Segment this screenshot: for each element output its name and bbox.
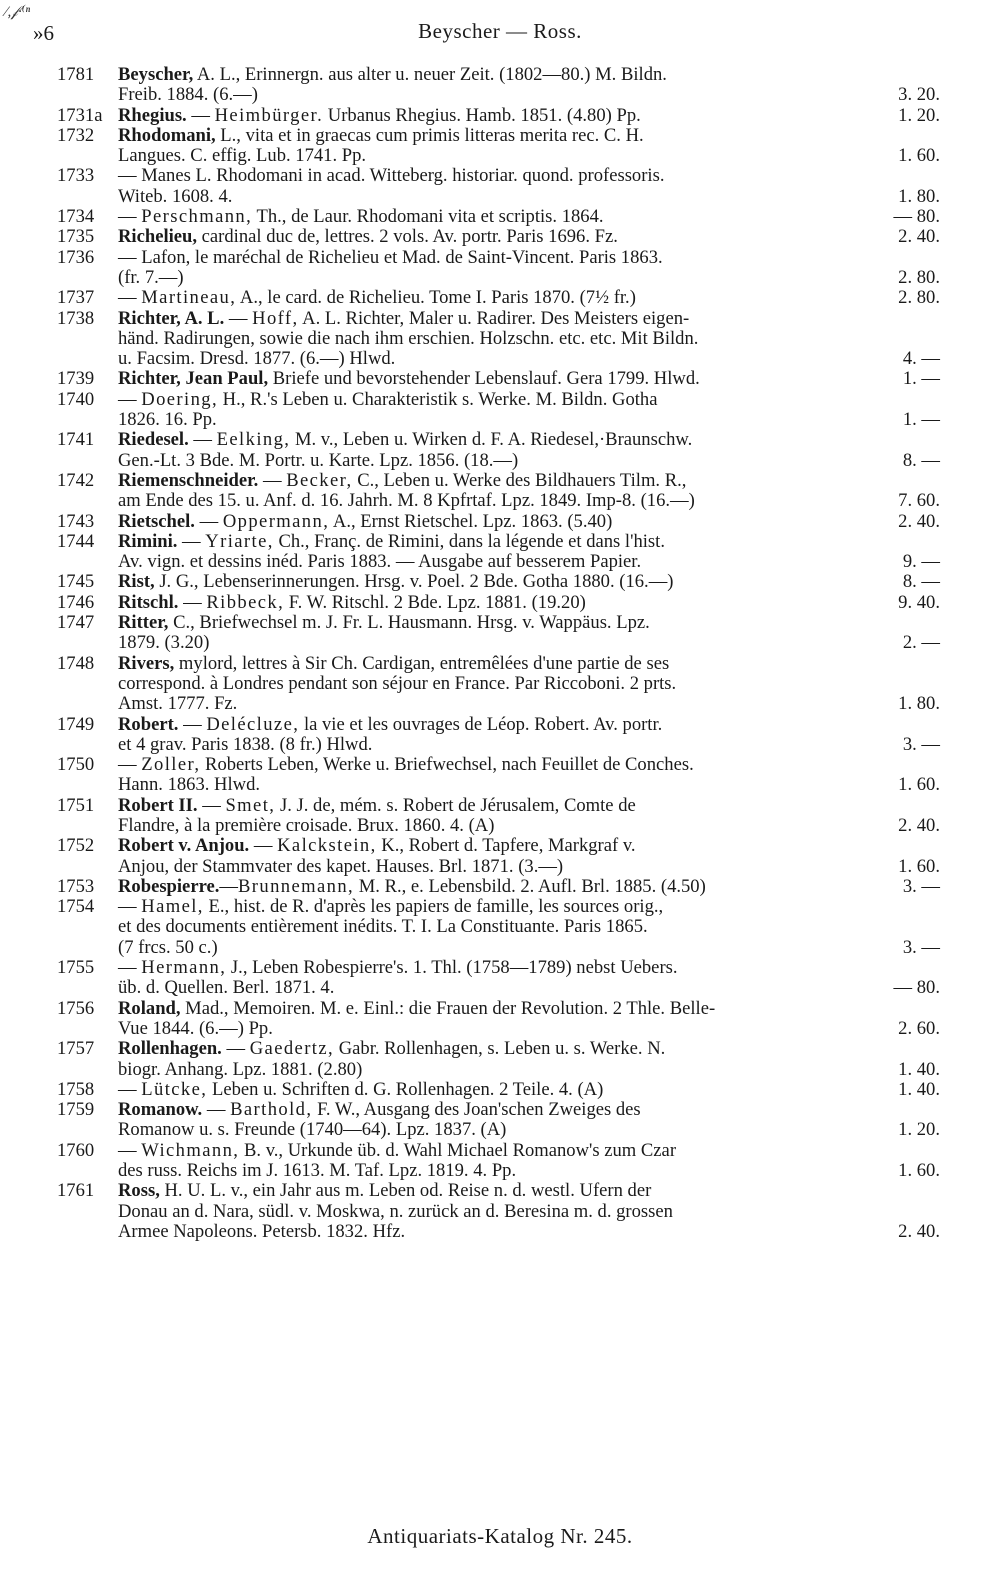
entry-heading: Rivers, xyxy=(118,652,175,674)
entry-heading: Richter, A. L. xyxy=(118,307,225,329)
entry-line: händ. Radirungen, sowie die nach ihm erschien. Holzschn. etc. etc. Mit Bildn. xyxy=(118,327,699,349)
entry-price: 3. 20. xyxy=(898,84,940,106)
entry-line: 1879. (3.20) xyxy=(118,632,210,654)
entry-author: Brunnemann, xyxy=(237,875,355,897)
entry-author: Becker, xyxy=(286,469,353,491)
entry-line: Vue 1844. (6.—) Pp. xyxy=(118,1017,273,1039)
entry-author: Heimbürger. xyxy=(214,104,324,126)
entry-heading: Ritter, xyxy=(118,612,169,634)
catalog-entry xyxy=(57,877,942,897)
catalog-entry xyxy=(57,1100,942,1141)
entry-price: — 80. xyxy=(893,977,940,999)
entry-price: 1. — xyxy=(902,409,940,431)
entry-line: Armee Napoleons. Petersb. 1832. Hfz. xyxy=(118,1220,406,1242)
entry-number: 1759 xyxy=(57,1099,95,1121)
catalog-entry xyxy=(57,430,942,471)
entry-number: 1738 xyxy=(57,307,95,329)
entry-line: 1753 Robespierre.—Brunnemann, M. R., e. Lebensbild. 2. Aufl. Brl. 1885. (4.50) xyxy=(57,875,706,897)
entry-line: 1736 — Lafon, le maréchal de Richelieu et Mad. de Saint-Vincent. Paris 1863. xyxy=(57,246,663,268)
entry-price: 1. 80. xyxy=(898,185,940,207)
entry-line: Romanow u. s. Freunde (1740—64). Lpz. 1837. (A) xyxy=(118,1119,507,1141)
entry-line: 1747 Ritter, C., Briefwechsel m. J. Fr. L. Hausmann. Hrsg. v. Wappäus. Lpz. xyxy=(57,612,650,634)
catalog-entry xyxy=(57,572,942,592)
catalog-entry xyxy=(57,715,942,756)
entry-line: am Ende des 15. u. Anf. d. 16. Jahrh. M. 8 Kpfrtaf. Lpz. 1849. Imp-8. (16.—) xyxy=(118,490,695,512)
entry-heading: Richter, Jean Paul, xyxy=(118,368,269,390)
catalog-entry xyxy=(57,227,942,247)
entry-line: 1749 Robert. — Delécluze, la vie et les ouvrages de Léop. Robert. Av. portr. xyxy=(57,713,663,735)
entry-line: et 4 grav. Paris 1838. (8 fr.) Hlwd. xyxy=(118,733,373,755)
entry-author: Martineau, xyxy=(141,287,237,309)
entry-line: 1741 Riedesel. — Eelking, M. v., Leben u. Wirken d. F. A. Riedesel,·Braunschw. xyxy=(57,429,693,451)
entry-heading: Romanow. xyxy=(118,1099,203,1121)
catalog-entry xyxy=(57,166,942,207)
entry-number: 1739 xyxy=(57,368,95,390)
catalog-entry xyxy=(57,106,942,126)
catalog-entry xyxy=(57,471,942,512)
entry-price: 2. 40. xyxy=(898,814,940,836)
entry-author: Zoller, xyxy=(141,754,201,776)
catalog-entry xyxy=(57,369,942,389)
entry-number: 1752 xyxy=(57,835,95,857)
entry-line: Anjou, der Stammvater des kapet. Hauses. Brl. 1871. (3.—) xyxy=(118,855,564,877)
entry-heading: Robespierre. xyxy=(118,875,220,897)
entry-author: Delécluze, xyxy=(206,713,300,735)
entry-author: Kalckstein, xyxy=(277,835,377,857)
entry-heading: Rollenhagen. xyxy=(118,1038,222,1060)
entry-line: 1738 Richter, A. L. — Hoff, A. L. Richter, Maler u. Radirer. Des Meisters eigen- xyxy=(57,307,690,329)
entry-number: 1736 xyxy=(57,246,95,268)
catalog-entry xyxy=(57,755,942,796)
entry-line: 1758 — Lütcke, Leben u. Schriften d. G. Rollenhagen. 2 Teile. 4. (A) xyxy=(57,1078,604,1100)
entry-price: 1. 60. xyxy=(898,774,940,796)
entry-line: Gen.-Lt. 3 Bde. M. Portr. u. Karte. Lpz. 1856. (18.—) xyxy=(118,449,519,471)
entry-price: 1. 40. xyxy=(898,1058,940,1080)
entry-line: 1732 Rhodomani, L., vita et in graecas cum primis litteras merita rec. C. H. xyxy=(57,124,644,146)
entry-heading: Roland, xyxy=(118,997,181,1019)
entry-price: 7. 60. xyxy=(898,490,940,512)
entry-author: Oppermann, xyxy=(222,510,330,532)
catalog-entry xyxy=(57,593,942,613)
page-footer: Antiquariats-Katalog Nr. 245. xyxy=(367,1524,633,1548)
entry-line: 1742 Riemenschneider. — Becker, C., Leben u. Werke des Bildhauers Tilm. R., xyxy=(57,469,687,491)
entry-price: 2. 40. xyxy=(898,510,940,532)
entry-heading: Richelieu, xyxy=(118,226,198,248)
entry-price: 2. 80. xyxy=(898,266,940,288)
entry-number: 1757 xyxy=(57,1038,95,1060)
entry-number: 1753 xyxy=(57,875,95,897)
entry-number: 1735 xyxy=(57,226,95,248)
entry-line: 1744 Rimini. — Yriarte, Ch., Franç. de Rimini, dans la légende et dans l'hist. xyxy=(57,530,665,552)
entry-line: des russ. Reichs im J. 1613. M. Taf. Lpz. 1819. 4. Pp. xyxy=(118,1160,517,1182)
entry-number: 1742 xyxy=(57,469,95,491)
entry-line: 1748 Rivers, mylord, lettres à Sir Ch. Cardigan, entremêlées d'une partie de ses xyxy=(57,652,670,674)
entry-line: 1757 Rollenhagen. — Gaedertz, Gabr. Rollenhagen, s. Leben u. s. Werke. N. xyxy=(57,1038,666,1060)
catalog-entry xyxy=(57,1141,942,1182)
entry-line: Donau an d. Nara, südl. v. Moskwa, n. zurück an d. Beresina m. d. grossen xyxy=(118,1200,673,1222)
entry-line: 1745 Rist, J. G., Lebenserinnerungen. Hrsg. v. Poel. 2 Bde. Gotha 1880. (16.—) xyxy=(57,571,674,593)
entry-author: Hermann, xyxy=(141,957,227,979)
entry-number: 1731a xyxy=(57,104,103,126)
entry-line: 1756 Roland, Mad., Memoiren. M. e. Einl.: die Frauen der Revolution. 2 Thle. Belle- xyxy=(57,997,716,1019)
entry-price: 2. — xyxy=(902,632,940,654)
entry-heading: Robert II. xyxy=(118,794,198,816)
entry-price: 3. — xyxy=(902,875,940,897)
entry-author: Ribbeck, xyxy=(206,591,285,613)
entry-author: Wichmann, xyxy=(141,1139,240,1161)
entry-line: Hann. 1863. Hlwd. xyxy=(118,774,261,796)
entry-author: Gaedertz, xyxy=(249,1038,335,1060)
entry-line: et des documents entièrement inédits. T. I. La Constituante. Paris 1865. xyxy=(118,916,648,938)
entry-number: 1749 xyxy=(57,713,95,735)
entry-number: 1733 xyxy=(57,165,95,187)
entry-heading: Rist, xyxy=(118,571,155,593)
entry-price: 9. — xyxy=(902,551,940,573)
catalog-entry xyxy=(57,1080,942,1100)
entry-price: 1. 40. xyxy=(898,1078,940,1100)
entry-number: 1745 xyxy=(57,571,95,593)
entry-author: Barthold, xyxy=(230,1099,313,1121)
catalog-entry xyxy=(57,390,942,431)
catalog-entry xyxy=(57,1181,942,1242)
entry-price: 1. 20. xyxy=(898,1119,940,1141)
entry-author: Doering, xyxy=(141,388,219,410)
catalog-entries xyxy=(57,65,942,1242)
entry-price: — 80. xyxy=(893,206,940,228)
entry-author: Smet, xyxy=(225,794,276,816)
entry-line: 1734 — Perschmann, Th., de Laur. Rhodomani vita et scriptis. 1864. xyxy=(57,206,604,228)
entry-line: Langues. C. effig. Lub. 1741. Pp. xyxy=(118,145,367,167)
entry-line: 1735 Richelieu, cardinal duc de, lettres. 2 vols. Av. portr. Paris 1696. Fz. xyxy=(57,226,618,248)
catalog-entry xyxy=(57,654,942,715)
entry-heading: Rhegius. xyxy=(118,104,187,126)
entry-price: 2. 60. xyxy=(898,1017,940,1039)
entry-line: 1743 Rietschel. — Oppermann, A., Ernst Rietschel. Lpz. 1863. (5.40) xyxy=(57,510,613,532)
entry-number: 1737 xyxy=(57,287,95,309)
entry-line: u. Facsim. Dresd. 1877. (6.—) Hlwd. xyxy=(118,348,396,370)
page-number: »6 xyxy=(33,21,54,45)
entry-author: Yriarte, xyxy=(205,530,274,552)
catalog-entry xyxy=(57,512,942,532)
entry-line: Witeb. 1608. 4. xyxy=(118,185,233,207)
entry-heading: Beyscher, xyxy=(118,64,194,85)
catalog-entry xyxy=(57,309,942,370)
entry-price: 1. 60. xyxy=(898,1160,940,1182)
entry-line: biogr. Anhang. Lpz. 1881. (2.80) xyxy=(118,1058,363,1080)
catalog-entry xyxy=(57,126,942,167)
catalog-entry xyxy=(57,613,942,654)
catalog-entry xyxy=(57,958,942,999)
entry-price: 8. — xyxy=(902,571,940,593)
entry-heading: Riedesel. xyxy=(118,429,189,451)
catalog-entry xyxy=(57,288,942,308)
entry-price: 1. 80. xyxy=(898,693,940,715)
entry-line: 1752 Robert v. Anjou. — Kalckstein, K., Robert d. Tapfere, Markgraf v. xyxy=(57,835,636,857)
entry-line: 1761 Ross, H. U. L. v., ein Jahr aus m. Leben od. Reise n. d. westl. Ufern der xyxy=(57,1180,652,1202)
entry-heading: Riemenschneider. xyxy=(118,469,259,491)
entry-price: 1. — xyxy=(902,368,940,390)
entry-number: 1734 xyxy=(57,206,95,228)
entry-number: 1760 xyxy=(57,1139,95,1161)
entry-price: 1. 20. xyxy=(898,104,940,126)
entry-line: 1740 — Doering, H., R.'s Leben u. Charakteristik s. Werke. M. Bildn. Gotha xyxy=(57,388,658,410)
pencil-annotation: ⁄,𝒻·⁽ⁿ xyxy=(5,4,31,20)
entry-number: 1761 xyxy=(57,1180,95,1202)
entry-heading: Robert v. Anjou. xyxy=(118,835,250,857)
entry-number: 1758 xyxy=(57,1078,95,1100)
entry-line: 1781 Beyscher, A. L., Erinnergn. aus alter u. neuer Zeit. (1802—80.) M. Bildn. xyxy=(57,64,667,85)
entry-price: 3. — xyxy=(902,733,940,755)
entry-price: 3. — xyxy=(902,936,940,958)
entry-number: 1744 xyxy=(57,530,95,552)
entry-number: 1754 xyxy=(57,896,95,918)
entry-line: 1759 Romanow. — Barthold, F. W., Ausgang des Joan'schen Zweiges des xyxy=(57,1099,641,1121)
entry-price: 2. 40. xyxy=(898,1220,940,1242)
entry-author: Hamel, xyxy=(141,896,204,918)
entry-number: 1747 xyxy=(57,612,95,634)
entry-heading: Rimini. xyxy=(118,530,178,552)
entry-heading: Rhodomani, xyxy=(118,124,216,146)
entry-line: Flandre, à la première croisade. Brux. 1860. 4. (A) xyxy=(118,814,495,836)
entry-line: 1731a Rhegius. — Heimbürger. Urbanus Rhegius. Hamb. 1851. (4.80) Pp. xyxy=(57,104,641,126)
entry-line: Amst. 1777. Fz. xyxy=(118,693,238,715)
entry-number: 1740 xyxy=(57,388,95,410)
entry-number: 1741 xyxy=(57,429,95,451)
entry-line: 1760 — Wichmann, B. v., Urkunde üb. d. Wahl Michael Romanow's zum Czar xyxy=(57,1139,677,1161)
entry-line: (7 frcs. 50 c.) xyxy=(118,936,218,958)
entry-heading: Robert. xyxy=(118,713,179,735)
entry-line: correspond. à Londres pendant son séjour en France. Par Riccoboni. 2 prts. xyxy=(118,672,677,694)
entry-number: 1748 xyxy=(57,652,95,674)
entry-price: 4. — xyxy=(902,348,940,370)
entry-number: 1732 xyxy=(57,124,95,146)
entry-number: 1751 xyxy=(57,794,95,816)
entry-number: 1746 xyxy=(57,591,95,613)
catalog-entry xyxy=(57,532,942,573)
entry-line: 1746 Ritschl. — Ribbeck, F. W. Ritschl. 2 Bde. Lpz. 1881. (19.20) xyxy=(57,591,586,613)
entry-line: 1754 — Hamel, E., hist. de R. d'après les papiers de famille, les sources orig., xyxy=(57,896,664,918)
catalog-entry xyxy=(57,897,942,958)
entry-number: 1781 xyxy=(57,64,95,85)
entry-author: Eelking, xyxy=(216,429,291,451)
catalog-entry xyxy=(57,1039,942,1080)
catalog-entry xyxy=(57,207,942,227)
entry-line: 1739 Richter, Jean Paul, Briefe und bevorstehender Lebenslauf. Gera 1799. Hlwd. xyxy=(57,368,700,390)
entry-price: 9. 40. xyxy=(898,591,940,613)
entry-heading: Ritschl. xyxy=(118,591,179,613)
entry-number: 1755 xyxy=(57,957,95,979)
entry-author: Hoff, xyxy=(252,307,299,329)
entry-number: 1743 xyxy=(57,510,95,532)
entry-line: 1755 — Hermann, J., Leben Robespierre's. 1. Thl. (1758—1789) nebst Uebers. xyxy=(57,957,678,979)
entry-price: 2. 80. xyxy=(898,287,940,309)
entry-line: 1826. 16. Pp. xyxy=(118,409,217,431)
entry-line: 1737 — Martineau, A., le card. de Richelieu. Tome I. Paris 1870. (7½ fr.) xyxy=(57,287,636,309)
entry-price: 1. 60. xyxy=(898,145,940,167)
catalog-entry xyxy=(57,796,942,837)
entry-line: 1751 Robert II. — Smet, J. J. de, mém. s. Robert de Jérusalem, Comte de xyxy=(57,794,636,816)
entry-line: 1750 — Zoller, Roberts Leben, Werke u. Briefwechsel, nach Feuillet de Conches. xyxy=(57,754,694,776)
entry-heading: Ross, xyxy=(118,1180,160,1202)
catalog-entry xyxy=(57,836,942,877)
entry-number: 1756 xyxy=(57,997,95,1019)
entry-price: 2. 40. xyxy=(898,226,940,248)
catalog-entry xyxy=(57,999,942,1040)
entry-number: 1750 xyxy=(57,754,95,776)
running-head: Beyscher — Ross. xyxy=(418,19,582,43)
entry-line: üb. d. Quellen. Berl. 1871. 4. xyxy=(118,977,335,999)
entry-line: 1733 — Manes L. Rhodomani in acad. Witteberg. historiar. quond. professoris. xyxy=(57,165,665,187)
catalog-entry xyxy=(57,65,942,106)
entry-heading: Rietschel. xyxy=(118,510,195,532)
catalog-entry xyxy=(57,248,942,289)
entry-author: Lütcke, xyxy=(141,1078,208,1100)
entry-price: 8. — xyxy=(902,449,940,471)
entry-line: Av. vign. et dessins inéd. Paris 1883. — Ausgabe auf besserem Papier. xyxy=(118,551,642,573)
entry-author: Perschmann, xyxy=(141,206,253,228)
entry-line: (fr. 7.—) xyxy=(118,266,184,288)
entry-line: Freib. 1884. (6.—) xyxy=(118,84,258,106)
entry-price: 1. 60. xyxy=(898,855,940,877)
